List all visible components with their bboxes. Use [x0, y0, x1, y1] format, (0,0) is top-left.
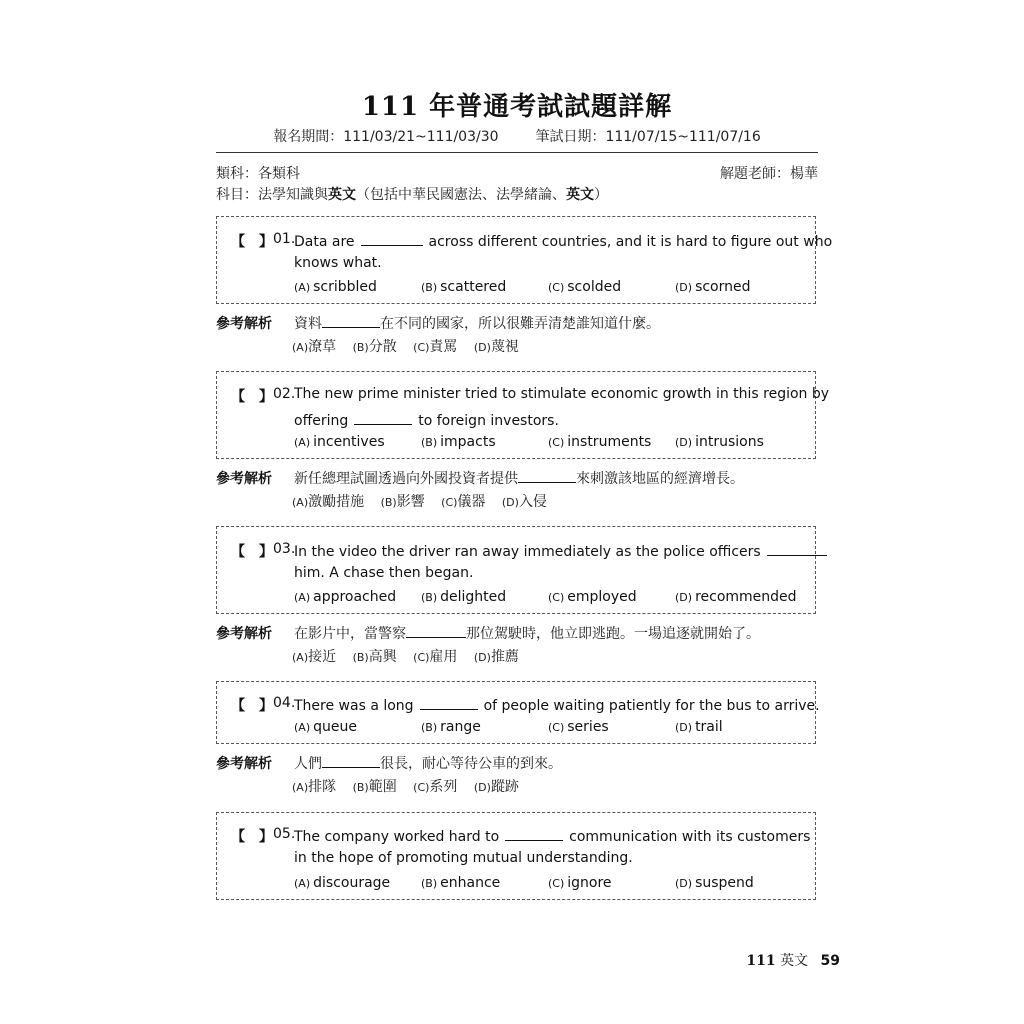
- answer-bracket: 【 】: [231, 389, 273, 405]
- answer-bracket: 【 】: [231, 234, 273, 250]
- option-d: (D) intrusions: [675, 434, 764, 450]
- option-b: (B) impacts: [421, 434, 496, 450]
- page-number: 59: [820, 953, 840, 969]
- option-a: (A) incentives: [294, 434, 385, 450]
- question-line: knows what.: [294, 255, 382, 271]
- written-exam-date: 筆試日期：111/07/15~111/07/16: [535, 129, 761, 145]
- question-number: 02.: [273, 386, 296, 402]
- answer-bracket: 【 】: [231, 544, 273, 560]
- reference-options: (A)排隊 (B)範圍 (C)系列 (D)蹤跡: [292, 779, 519, 795]
- footer-year: 111: [746, 953, 776, 969]
- reference-translation: 在影片中，當警察 那位駕駛時，他立即逃跑。一場追逐就開始了。: [294, 623, 760, 643]
- question-box-5: [216, 812, 816, 900]
- question-number: 04.: [273, 695, 296, 711]
- question-line: him. A chase then began.: [294, 565, 474, 581]
- option-b: (B) scattered: [421, 279, 507, 295]
- option-d: (D) trail: [675, 719, 723, 735]
- option-a: (A) approached: [294, 589, 397, 605]
- answer-blank: [354, 410, 412, 425]
- option-c: (C) employed: [548, 589, 637, 605]
- question-number: 05.: [273, 826, 296, 842]
- exam-dates: [0, 126, 1024, 146]
- reference-translation: 新任總理試圖透過向外國投資者提供 來刺激該地區的經濟增長。: [294, 468, 744, 488]
- question-line: In the video the driver ran away immediately as the police officers: [294, 541, 833, 560]
- answer-bracket: 【 】: [231, 698, 273, 714]
- answer-blank: [505, 826, 563, 841]
- question-box-3: [216, 526, 816, 614]
- option-a: (A) discourage: [294, 875, 391, 891]
- question-number: 01.: [273, 231, 296, 247]
- question-line: Data are across different countries, and it is hard to figure out who: [294, 231, 832, 250]
- reference-label: 參考解析: [216, 756, 272, 772]
- reference-label: 參考解析: [216, 471, 272, 487]
- question-line: The company worked hard to communication with its customers: [294, 826, 810, 845]
- option-d: (D) recommended: [675, 589, 797, 605]
- option-c: (C) scolded: [548, 279, 622, 295]
- header-rule: [216, 152, 818, 153]
- footer-subject: 英文: [780, 953, 809, 969]
- reference-translation: 人們 很長，耐心等待公車的到來。: [294, 753, 562, 773]
- question-line: in the hope of promoting mutual understanding.: [294, 850, 633, 866]
- category-label: 類科：各類科: [216, 166, 300, 182]
- option-d: (D) suspend: [675, 875, 754, 891]
- answer-blank: [767, 541, 827, 556]
- option-c: (C) series: [548, 719, 609, 735]
- subject-label: 科目：法學知識與英文（包括中華民國憲法、法學緒論、英文）: [216, 187, 608, 203]
- page-title: 111 年普通考試試題詳解: [361, 92, 673, 122]
- answer-bracket: 【 】: [231, 829, 273, 845]
- option-b: (B) delighted: [421, 589, 507, 605]
- question-box-4: [216, 681, 820, 744]
- option-c: (C) ignore: [548, 875, 612, 891]
- option-b: (B) enhance: [421, 875, 501, 891]
- option-a: (A) scribbled: [294, 279, 377, 295]
- teacher-label: 解題老師：楊華: [720, 166, 818, 182]
- question-line: offering to foreign investors.: [294, 410, 559, 429]
- option-b: (B) range: [421, 719, 481, 735]
- reference-options: (A)潦草 (B)分散 (C)責罵 (D)蔑視: [292, 339, 519, 355]
- page-footer: [746, 950, 840, 970]
- reference-label: 參考解析: [216, 626, 272, 642]
- question-number: 03.: [273, 541, 296, 557]
- answer-blank: [361, 231, 423, 246]
- answer-blank: [420, 695, 478, 710]
- registration-period: 報名期間：111/03/21~111/03/30: [273, 129, 499, 145]
- reference-translation: 資料 在不同的國家，所以很難弄清楚誰知道什麼。: [294, 313, 660, 333]
- reference-options: (A)接近 (B)高興 (C)雇用 (D)推薦: [292, 649, 519, 665]
- option-d: (D) scorned: [675, 279, 751, 295]
- question-line: There was a long of people waiting patiently for the bus to arrive.: [294, 695, 820, 714]
- question-box-2: [216, 371, 830, 459]
- question-line: The new prime minister tried to stimulate economic growth in this region by: [294, 386, 830, 402]
- option-a: (A) queue: [294, 719, 357, 735]
- option-c: (C) instruments: [548, 434, 652, 450]
- question-box-1: [216, 216, 833, 304]
- reference-options: (A)激勵措施 (B)影響 (C)儀器 (D)入侵: [292, 494, 547, 510]
- reference-label: 參考解析: [216, 316, 272, 332]
